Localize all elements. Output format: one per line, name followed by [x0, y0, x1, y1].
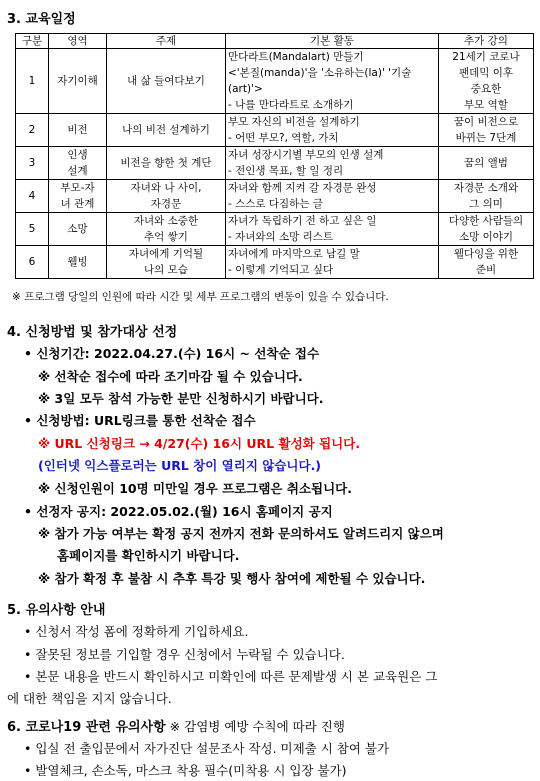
cell-lecture-line: 자경문 소개와: [453, 182, 519, 194]
cell-topic: 자녀에게 기억될 나의 모습: [107, 246, 226, 279]
cell-lecture: [439, 114, 534, 147]
header-activity: 기본 활동: [226, 34, 439, 49]
notice-item-2: • 잘못된 정보를 기입할 경우 신청에서 누락될 수 있습니다.: [24, 647, 345, 662]
cell-lecture-line: 다양한 사람들의: [448, 215, 524, 227]
announce-note-2: ※ 참가 확정 후 불참 시 추후 특강 및 행사 참여에 제한될 수 있습니다.: [38, 571, 426, 586]
cell-activity: [226, 114, 439, 147]
apply-method: • 신청방법: URL링크를 통한 선착순 접수: [24, 413, 256, 428]
cell-lecture-line: 꿈의 앨범: [464, 157, 508, 169]
table-row: [16, 114, 534, 147]
cell-topic: 자녀와 소중한 추억 쌓기: [107, 213, 226, 246]
header-area: 영역: [49, 34, 107, 49]
schedule-table: [15, 33, 534, 279]
section-3-title: 3. 교육일정: [7, 12, 76, 27]
cell-activity: [226, 246, 439, 279]
header-topic: 주제: [107, 34, 226, 49]
cell-no: 1: [16, 49, 49, 114]
cell-activity-line: 자녀에게 마지막으로 남길 말: [228, 248, 360, 260]
apply-period-note-2: ※ 3일 모두 참석 가능한 분만 신청하시기 바랍니다.: [38, 391, 324, 406]
cell-activity-line: - 전인생 목표, 할 일 정리: [228, 165, 344, 177]
cell-topic: 비전을 향한 첫 계단: [107, 147, 226, 180]
cell-activity-line: 자녀가 독립하기 전 하고 싶은 일: [228, 215, 377, 227]
cell-lecture: [439, 246, 534, 279]
cell-lecture: [439, 213, 534, 246]
cell-area: 인생 설계: [49, 147, 107, 180]
table-row: [16, 49, 534, 114]
cell-area: 소망: [49, 213, 107, 246]
cell-topic: 내 삶 들여다보기: [107, 49, 226, 114]
cell-lecture-line: 팬데믹 이후: [458, 67, 514, 79]
cell-lecture: [439, 49, 534, 114]
cell-activity-line: - 어떤 부모?, 역할, 가치: [228, 132, 339, 144]
cell-activity-line: - 자녀와의 소망 리스트: [228, 231, 334, 243]
section-6-heading: [7, 716, 345, 735]
cell-no: 2: [16, 114, 49, 147]
cell-lecture-line: 소망 이야기: [458, 231, 514, 243]
table-row: [16, 213, 534, 246]
announce-note-1a: ※ 참가 가능 여부는 확정 공지 전까지 전화 문의하셔도 알려드리지 않으며: [38, 526, 444, 541]
cell-lecture-line: 21세기 코로나: [452, 51, 520, 63]
cell-lecture-line: 부모 역할: [464, 99, 508, 111]
apply-period-note-1: ※ 선착순 접수에 따라 조기마감 될 수 있습니다.: [38, 369, 303, 384]
cell-lecture-line: 바뀌는 7단계: [455, 132, 517, 144]
cell-activity: [226, 180, 439, 213]
cell-no: 5: [16, 213, 49, 246]
table-note: ※ 프로그램 당일의 인원에 따라 시간 및 세부 프로그램의 변동이 있을 수 있습니다.: [12, 291, 389, 303]
browser-warning: (인터넷 익스플로러는 URL 창이 열리지 않습니다.): [38, 458, 322, 473]
table-row: [16, 246, 534, 279]
cell-activity-line: - 이렇게 기억되고 싶다: [228, 264, 334, 276]
table-row: [16, 180, 534, 213]
cell-area: 부모-자 녀 관계: [49, 180, 107, 213]
apply-period: • 신청기간: 2022.04.27.(수) 16시 ~ 선착순 접수: [24, 346, 320, 361]
cell-area: 자기이해: [49, 49, 107, 114]
cell-lecture: [439, 180, 534, 213]
section-5-title: 5. 유의사항 안내: [7, 603, 106, 618]
section-6-title: 6. 코로나19 관련 유의사항: [7, 720, 166, 735]
notice-item-3-cont: 에 대한 책임을 지지 않습니다.: [7, 691, 172, 706]
cell-lecture-line: 꿈이 비전으로: [453, 116, 519, 128]
cell-activity-line: 만다라트(Mandalart) 만들기: [228, 51, 364, 63]
cell-activity-line: <'본질(manda)'을 '소유하는(la)' '기술(art)'>: [228, 67, 412, 95]
notice-item-3: • 본문 내용을 반드시 확인하시고 미확인에 따른 문제발생 시 본 교육원은 그: [24, 669, 438, 684]
cell-lecture-line: 중요한: [470, 83, 502, 95]
cell-topic: 나의 비전 설계하기: [107, 114, 226, 147]
cell-lecture-line: 그 의미: [469, 198, 503, 210]
section-6-subtitle: ※ 감염병 예방 수칙에 따라 진행: [169, 719, 345, 734]
cell-activity: [226, 147, 439, 180]
cell-activity: [226, 49, 439, 114]
table-header-row: [16, 34, 534, 49]
covid-item-2: • 발열체크, 손소독, 마스크 착용 필수(미착용 시 입장 불가): [24, 763, 347, 778]
table-row: [16, 147, 534, 180]
cell-lecture: [439, 147, 534, 180]
cell-no: 6: [16, 246, 49, 279]
cell-lecture-line: 웰다잉을 위한: [453, 248, 519, 260]
cell-activity-line: 자녀와 함께 지켜 갈 자경문 완성: [228, 182, 377, 194]
announce-note-1b: 홈페이지를 확인하시기 바랍니다.: [57, 548, 240, 563]
apply-url-notice: ※ URL 신청링크 → 4/27(수) 16시 URL 활성화 됩니다.: [38, 436, 361, 451]
cell-area: 웰빙: [49, 246, 107, 279]
cell-topic: 자녀와 나 사이, 자경문: [107, 180, 226, 213]
cell-no: 3: [16, 147, 49, 180]
cell-activity: [226, 213, 439, 246]
notice-item-1: • 신청서 작성 폼에 정확하게 기입하세요.: [24, 624, 249, 639]
min-participants-note: ※ 신청인원이 10명 미만일 경우 프로그램은 취소됩니다.: [38, 481, 352, 496]
cell-activity-line: 자녀 성장시기별 부모의 인생 설계: [228, 149, 384, 161]
cell-lecture-line: 준비: [475, 264, 497, 276]
header-lecture: 추가 강의: [439, 34, 534, 49]
cell-area: 비전: [49, 114, 107, 147]
cell-activity-line: 부모 자신의 비전을 설계하기: [228, 116, 360, 128]
selection-announce: • 선정자 공지: 2022.05.02.(월) 16시 홈페이지 공지: [24, 504, 333, 519]
cell-no: 4: [16, 180, 49, 213]
cell-activity-line: - 나를 만다라트로 소개하기: [228, 99, 354, 111]
header-category: 구분: [16, 34, 49, 49]
cell-activity-line: - 스스로 다짐하는 글: [228, 198, 323, 210]
section-4-title: 4. 신청방법 및 참가대상 선정: [7, 325, 178, 340]
covid-item-1: • 입실 전 출입문에서 자가진단 설문조사 작성. 미제출 시 참여 불가: [24, 741, 390, 756]
